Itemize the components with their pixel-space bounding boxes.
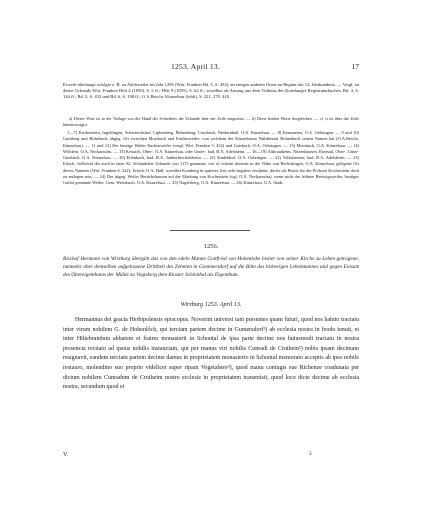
section-divider <box>170 230 250 231</box>
charter-body <box>63 316 359 393</box>
top-note-block <box>63 82 359 100</box>
place-notes-block <box>63 130 359 186</box>
document-summary: Bischof Hermann von Wirzburg übergibt das von den edeln Manne Gottfried von Hohenlohe bisher von seiner Kirche zu Lehen getragene, nunmehr aber demselben aufgelassene Drittheil des Zehnten in Gommersdorf auf die Bitte des bisherigen Lehenmannes und gegen Einsatz des Obereigenthums der Mühle zu Vogtsberg dem Kloster Schönthal als Eigenthum. <box>63 256 359 278</box>
charter-text: Hermannus dei gracia Herbipolensis episcopus. Noverint universi tam presentes quam futuri, quod nos habito tractatu inter virum nobilem G. de Hohenlôch, qui terciam partem decime in Gumersdorf¹) ab ecclesia nostra in feodo tenuit, et inter Hiltebrandum abbatem et fratres monasterii in Schonṭal de ipsa parte decime nos huiusmodi tractatu in nostra presencia recitato ad ipsius nobilis instanciam, qui per manus viri nobilis Cunradi de Cruthein²) nobis ipsam decimam resignavit, eandem terciam partem decime damus in proprietatem monasterio in Schontal memorato acceptis ab ipso nobile restauro, molendino suo proprio videlicet super ripam Vogetabere³), quod manu coniugis sue Richenze coadunata per dictum nobilem Cunradum de Crutheim nostre ecclesie in proprietatem transmisit, quod loco dicte decime ab ecclesia nostra, secundum quod ei <box>63 317 359 391</box>
textual-footnote: a) Dieses Wort ist in der Vorlage von der Hand des Schreibers der Urkunde über der Zeile eingesetzt. — b) Diese beiden Worte desgleichen. — c) ci ist über der Zeile hineincorrigirt. <box>63 116 359 127</box>
textual-footnote-block <box>63 116 359 127</box>
running-header <box>63 62 359 72</box>
top-paragraph: Erwerb überhaupt erfolgte z. B. zu Adelsweiler im Jahr 1296 (Wirt. Franken Bd. 5, S. 432), an einigen anderen Orten im Beginn des 14. Jahrhunderts. — Vergl. zu dieser Urkunde Wirt. Franken Heft 4 (1850), S. 5 ff.; Heft 9 (1855), S. 62 ff., woselbst als Auszug aus dem Vidimus des Kornburger Registraturbuches, Bd. 4, S. 144 ff.; Bd. 5, S. 432 und Bd. 6, S. 198 ff.; O.A.Beschr. Künzelsau (fehlt), S. 221, 278, 418. <box>63 82 360 100</box>
summary-block <box>63 255 359 279</box>
dateline: Wirzburg 1253. April 13. <box>180 302 242 308</box>
page-number: 17 <box>351 62 359 71</box>
signature-mark-left: V. <box>63 452 69 458</box>
signature-mark-right: 3 <box>309 452 312 457</box>
document-number: 1256. <box>203 243 219 250</box>
place-notes-paragraph: 1—7) Kocherstein, Ingelfingen, Scheuerchshof, Liphenberg, Belsenberg, Criesbach, Niedernhall, O.A. Künzelsau. — 8) Kemmeten, O.A. Oehringen. — 9 und 10) Garnberg und Hohebuch, abgeg. Ort zwischen Morsbach und Enslinsweiler, von welchem der Künzelsauer Waldbezirk Hohenbuch seinen Namen hat (O.A.Beschr. Künzelsau). — 11 und 12) Der heutige Weiler Enslinsweiler (vergl. Wirt. Franken 5, 432) und Gaisbach, O.A. Oehringen. — 13) Morsbach, O.A. Künzelsau. — 14) Wöldern, O.A. Neckarsulm. — 15) Kessach, Ober-, O.A. Künzelsau, oder Unter-, bad. B.A. Adelsheim. — 16—19) Altkrautheim, Nitzenhausen, Eberstal, Ober-, Unter-Ginsbach, O.A. Künzelsau. — 20) Erlenbach, bad. B.A. Tauberbischofsheim. — 21) Sindeldorf, O.A. Oehringen. — 22) Volkshausen, bad. B.A. Adelsheim. — 23) Erlach, vielleicht der auch in einer Kl. Schönthaler Urkunde von 1172 genannte, wie es scheint dereinst in der Nähe von Berlichingen, O.A. Künzelsau, gelegene Ort dieses Namens (Wirt. Franken 6, 322); Erlach, O.A. Hall, woselbst Kornberg in späterer Zeit sehr begütert erscheint, dürfte als Besitz für die Probstei Kocherstein doch zu entlegen sein. — 24) Der abgeg. Weiler Hertichshausen auf der Markung von Kocherstein (vgl. O.A. Neckarsulm), wenn nicht der frühere Hertwigsweiler, heutiges Gutlof genannte Weiler, Gem. Weissbach, O.A. Künzelsau. — 25) Nagelsberg, O.A. Künzelsau. — 26) Künzelsau, O.A. Stadt. <box>63 130 359 185</box>
header-title: 1253. April 13. <box>171 62 220 71</box>
